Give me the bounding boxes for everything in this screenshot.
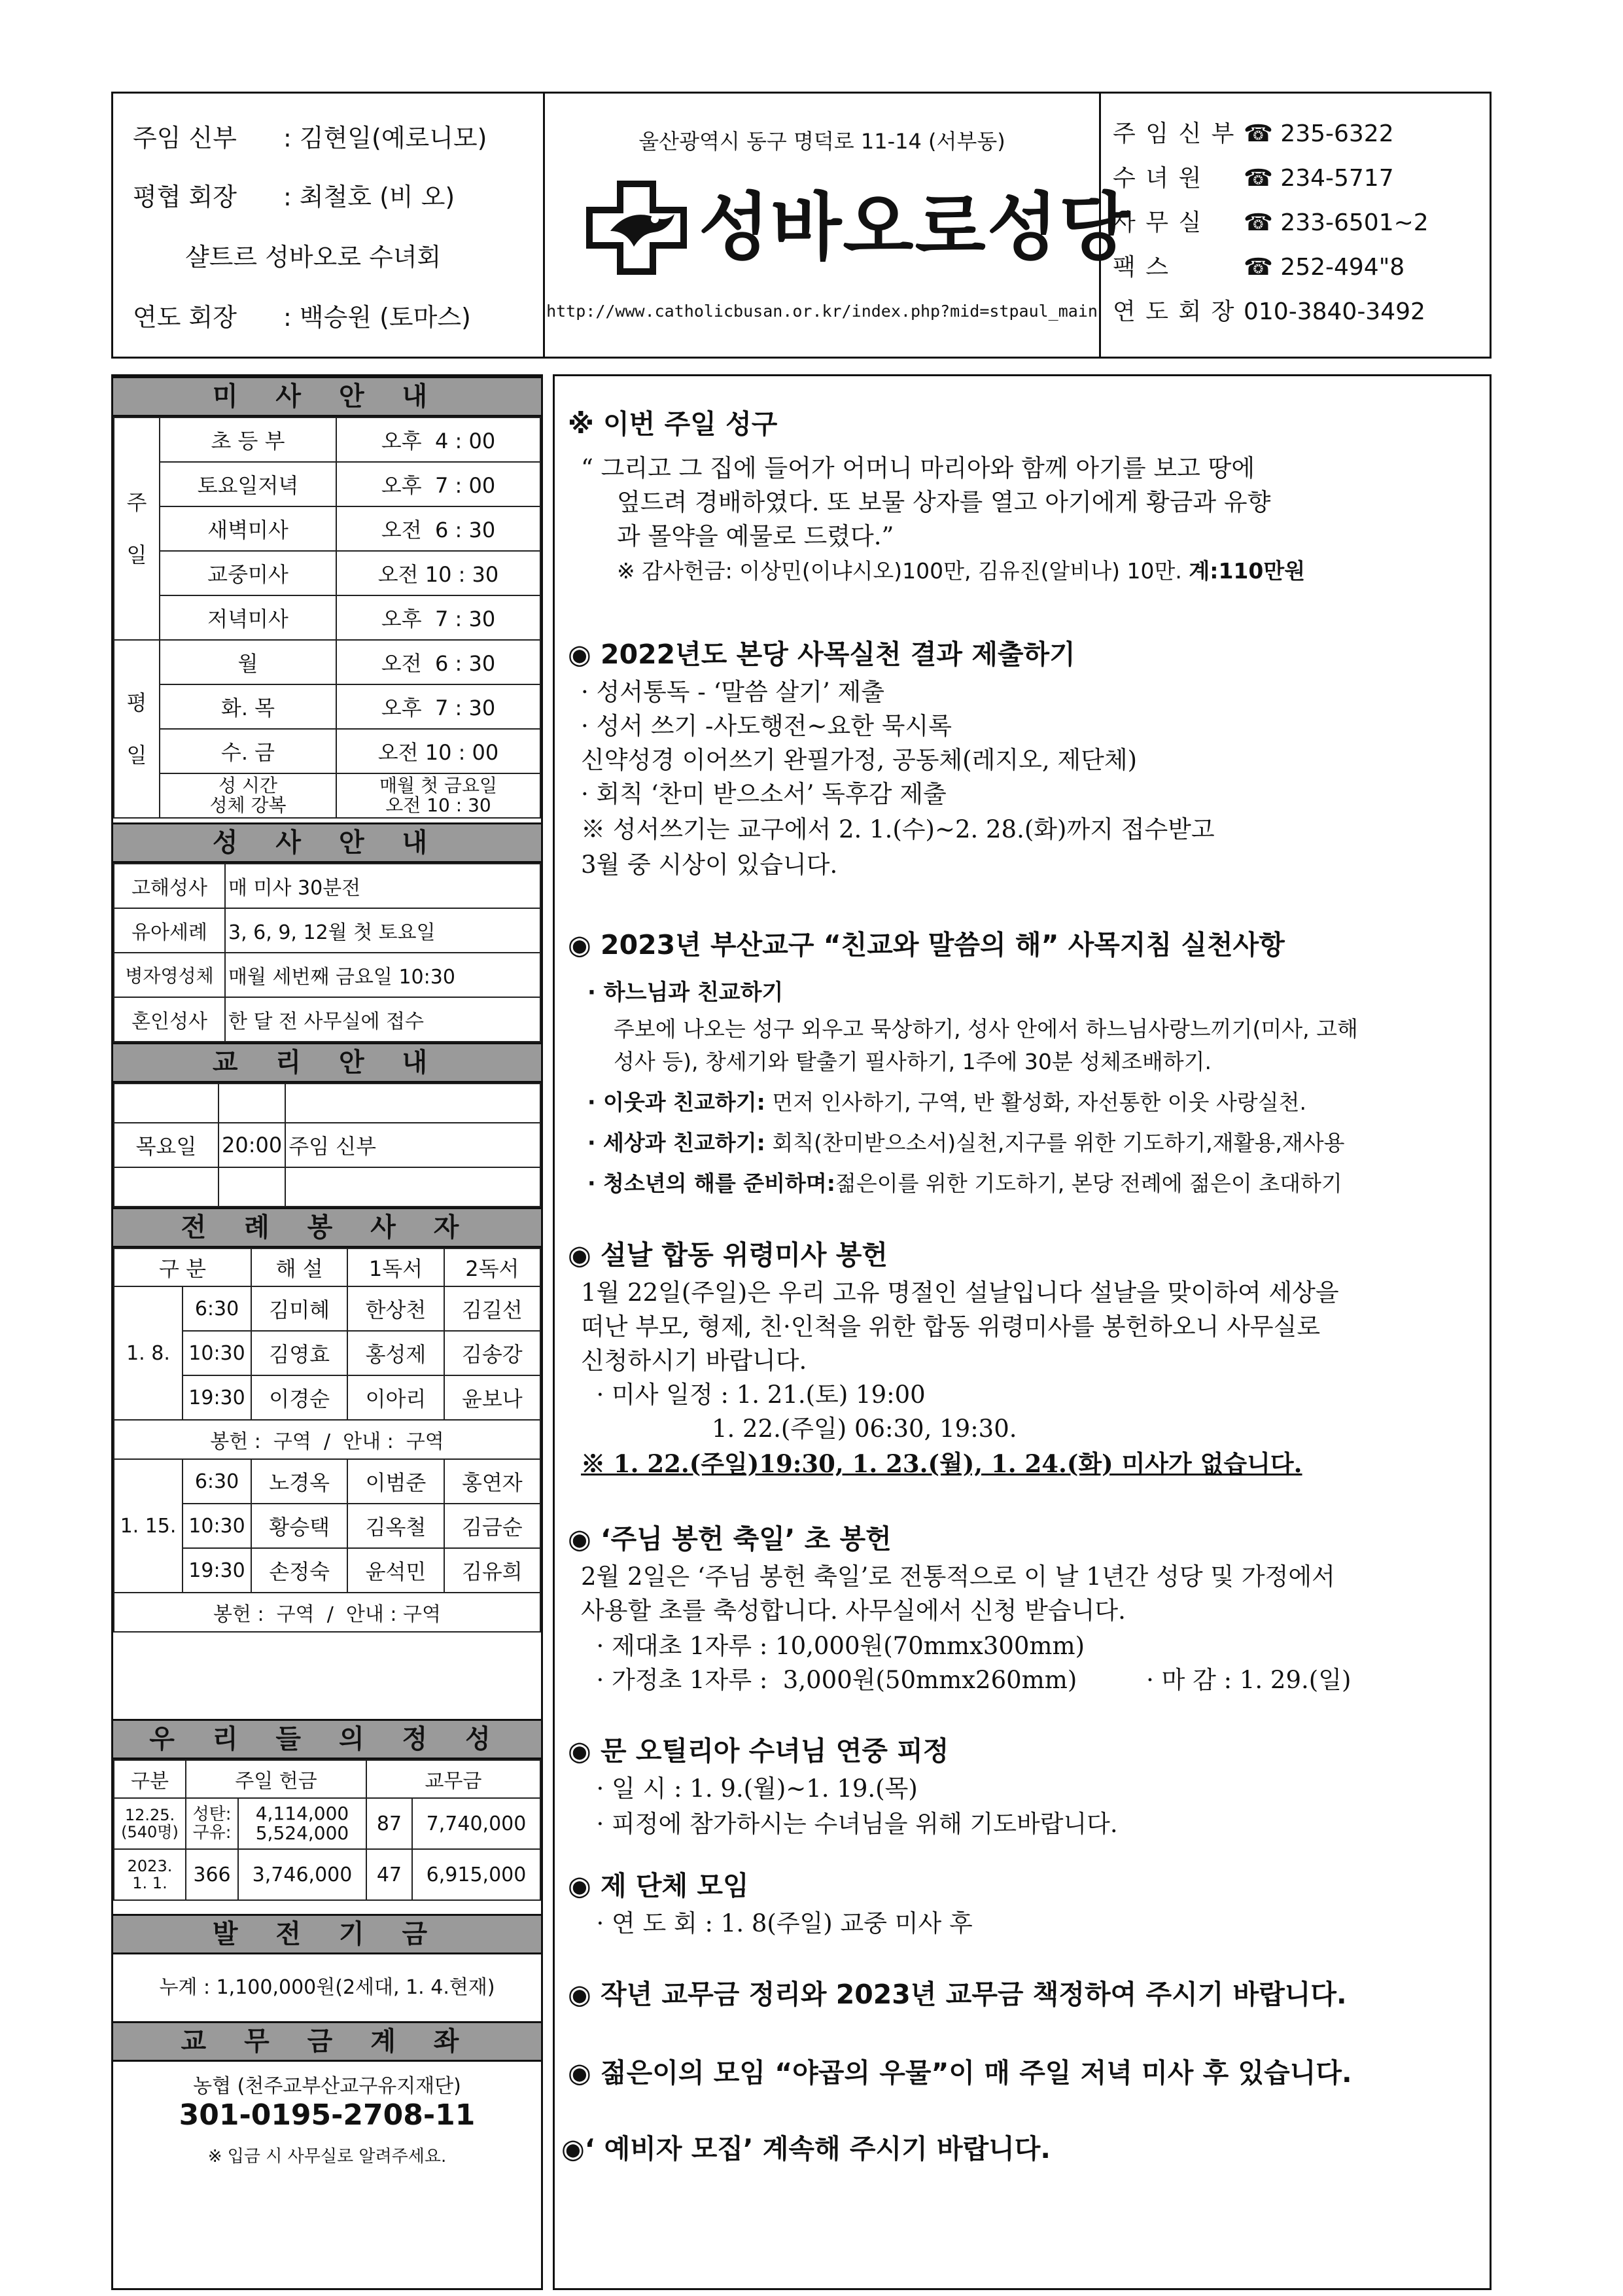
- table-row: 새벽미사 오전 6 : 30: [114, 506, 540, 551]
- table-row: 수. 금 오전 10 : 00: [114, 729, 540, 773]
- catechumen-heading: ◉‘ 예비자 모집’ 계속해 주시기 바랍니다.: [561, 2133, 1051, 2164]
- notice-line: · 미사 일정 : 1. 21.(토) 19:00: [581, 1381, 926, 1409]
- guideline-item: · 청소년의 해를 준비하며:젊은이를 위한 기도하기, 본당 전례에 젊은이 초대하기: [587, 1171, 1342, 1196]
- table-row: 10:30 김영효 홍성제 김송강: [114, 1331, 540, 1375]
- guideline-text: 성사 등), 창세기와 탈출기 필사하기, 1주에 30분 성체조배하기.: [614, 1049, 1212, 1074]
- scripture-heading: ※ 이번 주일 성구: [568, 408, 778, 440]
- table-row: [114, 1084, 540, 1123]
- table-row: 봉헌 : 구역 / 안내 : 구역: [114, 1593, 540, 1632]
- account-number[interactable]: 301-0195-2708-11: [179, 2098, 476, 2132]
- table-row: 10:30 황승택 김옥철 김금순: [114, 1504, 540, 1548]
- guideline-text: 주보에 나오는 성구 외우고 묵상하기, 성사 안에서 하느님사랑느끼기(미사, 고해: [614, 1016, 1358, 1042]
- staff-panel: [113, 94, 545, 357]
- development-fund-title: 발 전 기 금: [113, 1914, 541, 1954]
- account-title: 교 무 금 계 좌: [113, 2021, 541, 2062]
- bank-name: 농협 (천주교부산교구유지재단): [193, 2075, 461, 2098]
- catechism-title: 교 리 안 내: [113, 1042, 541, 1083]
- table-row: [114, 1167, 540, 1207]
- table-row: 주 일 초 등 부 오후 4 : 00: [114, 417, 540, 462]
- table-row: 19:30 이경순 이아리 윤보나: [114, 1375, 540, 1420]
- contact-row: 주 임 신 부 ☎ 235-6322: [1113, 120, 1394, 147]
- guideline-item: · 하느님과 친교하기: [587, 980, 784, 1006]
- notice-line: · 연 도 회 : 1. 8(주일) 교중 미사 후: [581, 1909, 973, 1937]
- table-row: 구분 주일 헌금 교무금: [114, 1760, 540, 1798]
- scripture-line: 과 몰약을 예물로 드렸다.”: [617, 522, 894, 550]
- guideline-item: · 세상과 친교하기: 회칙(찬미받으소서)실천,지구를 위한 기도하기,재활용,재사용: [587, 1130, 1345, 1156]
- pastor-row: 주임 신부 : 김현일(예로니모): [133, 124, 487, 152]
- contact-row: 수 녀 원 ☎ 234-5717: [1113, 165, 1394, 192]
- notice-line: · 제대초 1자루 : 10,000원(70mmx300mm): [581, 1632, 1085, 1660]
- notice-line: · 가정초 1자루 : 3,000원(50mmx260mm) · 마 감 : 1. 29.(일): [581, 1666, 1352, 1694]
- contact-row: 팩 스 ☎ 252-494"8: [1113, 254, 1405, 281]
- notice-line: 떠난 부모, 형제, 친·인척을 위한 합동 위령미사를 봉헌하오니 사무실로: [581, 1313, 1321, 1341]
- notice-line: 1월 22일(주일)은 우리 고유 명절인 설날입니다 설날을 맞이하여 세상을: [581, 1279, 1339, 1307]
- notice-line: 2월 2일은 ‘주님 봉헌 축일’로 전통적으로 이 날 1년간 성당 및 가정에서: [581, 1563, 1335, 1591]
- table-row: 1. 15. 6:30 노경옥 이범준 홍연자: [114, 1459, 540, 1504]
- table-row: 평 일 월 오전 6 : 30: [114, 640, 540, 684]
- table-row: 2023. 1. 1. 366 3,746,000 47 6,915,000: [114, 1849, 540, 1900]
- retreat-heading: ◉ 문 오틸리아 수녀님 연중 피정: [568, 1735, 949, 1767]
- church-name: 성바오로성당: [699, 185, 1132, 270]
- table-row: 교중미사 오전 10 : 30: [114, 551, 540, 595]
- catechism-table: [113, 1083, 541, 1207]
- contacts-panel: [1101, 94, 1493, 357]
- table-row: 구 분 해 설 1독서 2독서: [114, 1248, 540, 1286]
- notice-line: · 회칙 ‘찬미 받으소서’ 독후감 제출: [581, 780, 947, 808]
- table-row: 19:30 손정숙 윤석민 김유희: [114, 1548, 540, 1593]
- liturgy-servers-title: 전 례 봉 사 자: [113, 1207, 541, 1248]
- notice-line: · 성서통독 - ‘말씀 살기’ 제출: [581, 678, 885, 706]
- table-row: 1. 8. 6:30 김미혜 한상천 김길선: [114, 1286, 540, 1331]
- table-row: 봉헌 : 구역 / 안내 : 구역: [114, 1420, 540, 1459]
- no-mass-notice: ※ 1. 22.(주일)19:30, 1. 23.(월), 1. 24.(화) 미사가 없습니다.: [581, 1449, 1302, 1478]
- dove-cross-icon: [584, 179, 689, 277]
- sidebar: [111, 374, 543, 2290]
- notice-line: ※ 성서쓰기는 교구에서 2. 1.(수)~2. 28.(화)까지 접수받고: [581, 815, 1215, 843]
- sacrament-table: [113, 863, 541, 1042]
- notice-line: 신약성경 이어쓰기 완필가정, 공동체(레지오, 제단체): [581, 746, 1138, 774]
- contact-row: 연 도 회 장 010-3840-3492: [1113, 298, 1425, 325]
- pastoral-results-heading: ◉ 2022년도 본당 사목실천 결과 제출하기: [568, 639, 1075, 670]
- church-address: 울산광역시 동구 명덕로 11-14 (서부동): [638, 129, 1005, 154]
- group-meeting-heading: ◉ 제 단체 모임: [568, 1870, 749, 1901]
- diocese-guidelines-heading: ◉ 2023년 부산교구 “친교와 말씀의 해” 사목지침 실천사항: [568, 929, 1285, 961]
- yeondo-president-row: 연도 회장 : 백승원 (토마스): [133, 303, 471, 332]
- account-note: ※ 입금 시 사무실로 알려주세요.: [207, 2147, 447, 2166]
- church-logo: [584, 179, 1132, 277]
- development-fund-total: 누계 : 1,100,000원(2세대, 1. 4.현재): [159, 1976, 495, 1999]
- offering-title: 우 리 들 의 정 성: [113, 1719, 541, 1759]
- dues-heading: ◉ 작년 교무금 정리와 2023년 교무금 책정하여 주시기 바랍니다.: [568, 1979, 1347, 2010]
- notice-line: 사용할 초를 축성합니다. 사무실에서 신청 받습니다.: [581, 1597, 1126, 1625]
- notice-line: 3월 중 시상이 있습니다.: [581, 851, 838, 879]
- notice-line: · 성서 쓰기 -사도행전~요한 묵시록: [581, 712, 952, 740]
- table-row: 화. 목 오후 7 : 30: [114, 684, 540, 729]
- mass-schedule-table: [113, 417, 541, 819]
- council-president-row: 평협 회장 : 최철호 (비 오): [133, 183, 455, 211]
- sacrament-title: 성 사 안 내: [113, 822, 541, 863]
- table-row: 성 시간 성체 강복 매월 첫 금요일 오전 10 : 30: [114, 773, 540, 818]
- notice-line: 1. 22.(주일) 06:30, 19:30.: [581, 1415, 1017, 1443]
- table-row: 유아세례 3, 6, 9, 12월 첫 토요일: [114, 908, 540, 953]
- notice-line: · 피정에 참가하시는 수녀님을 위해 기도바랍니다.: [581, 1810, 1118, 1838]
- table-row: 고해성사 매 미사 30분전: [114, 864, 540, 908]
- table-row: 혼인성사 한 달 전 사무실에 접수: [114, 997, 540, 1042]
- youth-meeting-heading: ◉ 젊은이의 모임 “야곱의 우물”이 매 주일 저녁 미사 후 있습니다.: [568, 2057, 1352, 2089]
- church-title-panel: [545, 94, 1132, 357]
- sisters-row: 샬트르 성바오로 수녀회: [185, 243, 442, 272]
- notice-line: · 일 시 : 1. 9.(월)~1. 19.(목): [581, 1775, 918, 1803]
- table-row: 토요일저녁 오후 7 : 00: [114, 462, 540, 506]
- table-row: 병자영성체 매월 세번째 금요일 10:30: [114, 953, 540, 997]
- candle-blessing-heading: ◉ ‘주님 봉헌 축일’ 초 봉헌: [568, 1523, 892, 1555]
- liturgy-servers-table: [113, 1248, 541, 1633]
- church-url[interactable]: http://www.catholicbusan.or.kr/index.php?mid=stpaul_main: [546, 302, 1098, 321]
- notice-line: 신청하시기 바랍니다.: [581, 1347, 807, 1375]
- scripture-line: “ 그리고 그 집에 들어가 어머니 마리아와 함께 아기를 보고 땅에: [581, 454, 1255, 482]
- offering-table: [113, 1759, 541, 1901]
- table-row: 목요일 20:00 주임 신부: [114, 1123, 540, 1167]
- guideline-item: · 이웃과 친교하기: 먼저 인사하기, 구역, 반 활성화, 자선통한 이웃 사랑실천.: [587, 1089, 1307, 1115]
- main-notices: [553, 374, 1492, 2290]
- memorial-mass-heading: ◉ 설날 합동 위령미사 봉헌: [568, 1239, 888, 1271]
- mass-schedule-title: 미 사 안 내: [113, 376, 541, 417]
- table-row: 12.25. (540명) 성탄: 구유: 4,114,000 5,524,000 87 7,740,000: [114, 1798, 540, 1849]
- thanks-offering: ※ 감사헌금: 이상민(이냐시오)100만, 김유진(알비나) 10만. 계:110만원: [617, 558, 1306, 584]
- bulletin-header: [111, 92, 1492, 359]
- scripture-line: 엎드려 경배하였다. 또 보물 상자를 열고 아기에게 황금과 유향: [617, 488, 1271, 516]
- contact-row: 사 무 실 ☎ 233-6501~2: [1113, 209, 1429, 236]
- table-row: 저녁미사 오후 7 : 30: [114, 595, 540, 640]
